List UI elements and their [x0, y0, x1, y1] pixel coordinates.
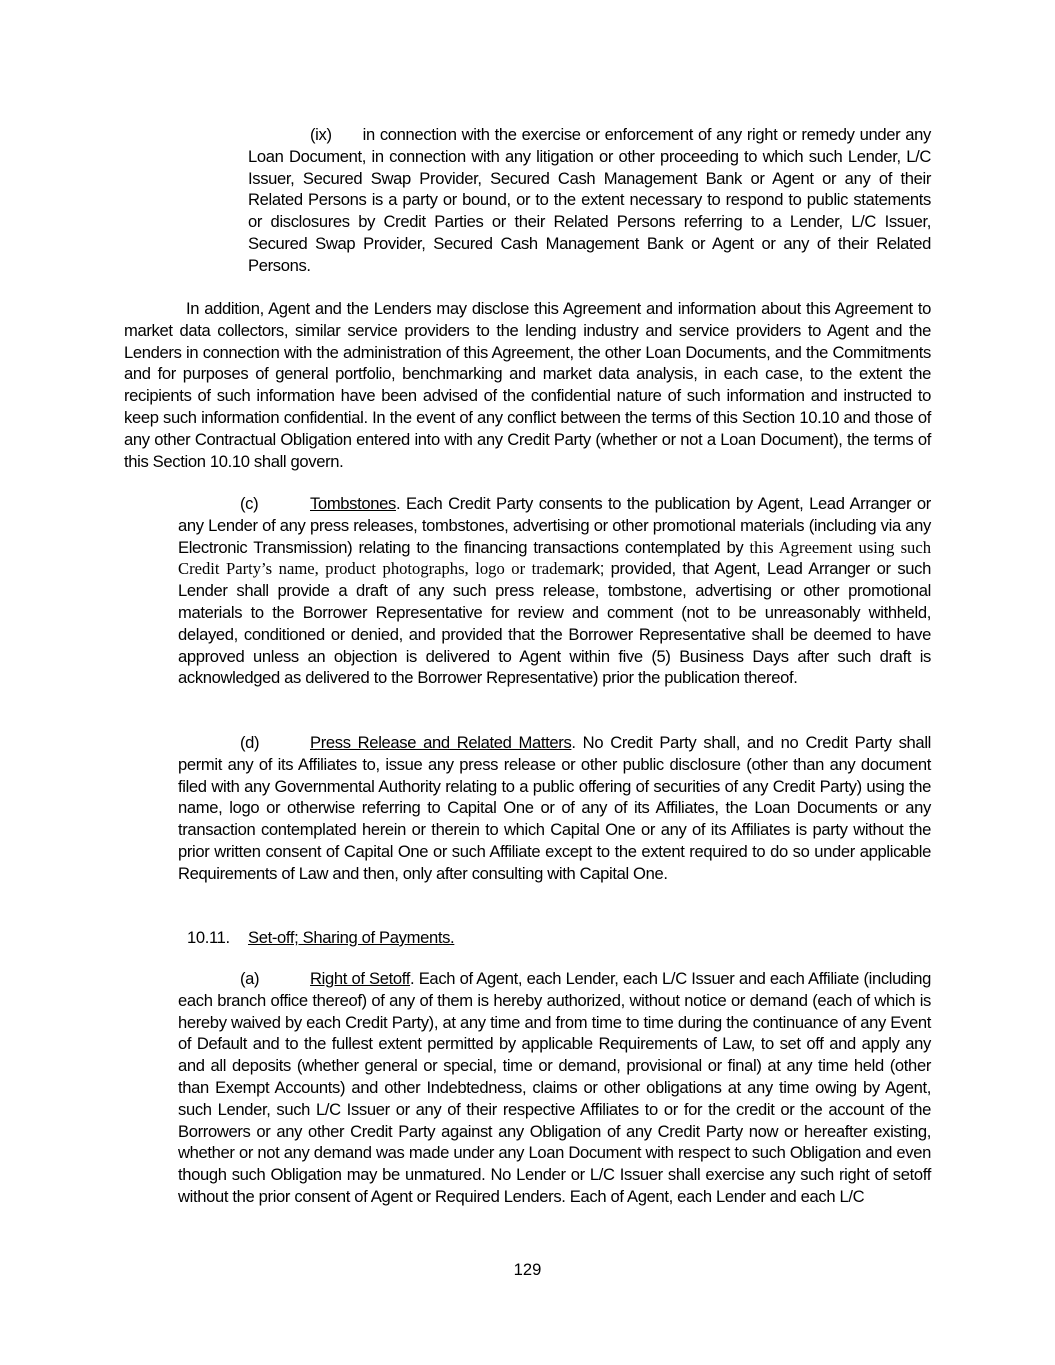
paragraph-d-press-release: [178, 732, 931, 885]
paragraph-c-tombstones: [178, 493, 931, 689]
paragraph-c-text-serif: this Agreement using such Credit Party’s name, product photographs, logo or tradem: [178, 537, 931, 579]
paragraph-in-addition: [124, 298, 931, 472]
paragraph-ix-text: in connection with the exercise or enforcement of any right or remedy under any Loan Document, in connection with any litigation or other proceeding to which such Lender, L/C Issuer, Secured Swap Provider, Secured Cash Management Bank or Agent or any of their Related Persons is a party or bound, or to the extent necessary to respond to public statements or disclosures by Credit Parties or their Related Persons referring to a Lender, L/C Issuer, Secured Swap Provider, Secured Cash Management Bank or Agent or any of their Related Persons.: [248, 125, 931, 275]
paragraph-c-label: (c): [240, 494, 259, 513]
paragraph-a-title: Right of Setoff: [310, 969, 410, 988]
paragraph-d-label: (d): [240, 733, 260, 752]
paragraph-c-text-after: ark; provided, that Agent, Lead Arranger or such Lender shall provide a draft of any such press release, tombstone, advertising or other promotional materials to the Borrower Representative for review and comment (not to be unreasonably withheld, delayed, conditioned or denied, and provided that the Borrower Representative shall be deemed to have approved unless an objection is delivered to Agent within five (5) Business Days after such draft is acknowledged as delivered to the Borrower Representative) prior the publication thereof.: [178, 559, 931, 688]
paragraph-ix-label: (ix): [310, 125, 332, 144]
paragraph-a-text: . Each of Agent, each Lender, each L/C Issuer and each Affiliate (including each branch office thereof) of any of them is hereby authorized, without notice or demand (each of which is hereby waived by each Credit Party), at any time and from time to time during the continuance of any Event of Default and to the fullest extent permitted by applicable Requirements of Law, to set off and apply any and all deposits (whether general or special, time or demand, provisional or final) at any time held (other than Exempt Accounts) and other Indebtedness, claims or other obligations at any time owing by Agent, such Lender, such L/C Issuer or any of their respective Affiliates to or for the credit or the account of the Borrowers or any other Credit Party against any Obligation of any Credit Party now or hereafter existing, whether or not any demand was made under any Loan Document with respect to such Obligation and even though such Obligation may be unmatured. No Lender or L/C Issuer shall exercise any such right of setoff without the prior consent of Agent or Required Lenders. Each of Agent, each Lender and each L/C: [178, 969, 931, 1206]
paragraph-in-addition-text: In addition, Agent and the Lenders may disclose this Agreement and information about this Agreement to market data collectors, similar service providers to the lending industry and service providers to Agent and the Lenders in connection with the administration of this Agreement, the other Loan Documents, and the Commitments and for purposes of general portfolio, benchmarking and market data analysis, in each case, to the extent the recipients of such information have been advised of the confidential nature of such information and instructed to keep such information confidential. In the event of any conflict between the terms of this Section 10.10 and those of any other Contractual Obligation entered into with any Credit Party (whether or not a Loan Document), the terms of this Section 10.10 shall govern.: [124, 299, 931, 471]
section-10-11-title: Set-off; Sharing of Payments.: [248, 928, 455, 947]
paragraph-d-text: . No Credit Party shall, and no Credit Party shall permit any of its Affiliates to, issue any press release or other public disclosure (other than any document filed with any Governmental Authority relating to a public offering of securities of any Credit Party) using the name, logo or otherwise referring to Capital One or of any of its Affiliates, the Loan Documents or any transaction contemplated herein or therein to which Capital One or any of its Affiliates is party without the prior written consent of Capital One or such Affiliate except to the extent required to do so under applicable Requirements of Law and then, only after consulting with Capital One.: [178, 733, 931, 883]
section-10-11-heading: [187, 927, 931, 949]
paragraph-d-title: Press Release and Related Matters: [310, 733, 572, 752]
paragraph-ix: [248, 124, 931, 277]
page-number: 129: [513, 1260, 542, 1279]
paragraph-c-text-before: . Each Credit Party consents to the publication by Agent, Lead Arranger or any Lender of any press releases, tombstones, advertising or other promotional materials (including via any Electronic Transmission) relating to the financing transactions contemplated by: [178, 494, 931, 557]
section-10-11-number: 10.11.: [187, 928, 230, 947]
paragraph-a-label: (a): [240, 969, 260, 988]
paragraph-a-right-of-setoff: [178, 968, 931, 1208]
paragraph-c-title: Tombstones: [310, 494, 396, 513]
